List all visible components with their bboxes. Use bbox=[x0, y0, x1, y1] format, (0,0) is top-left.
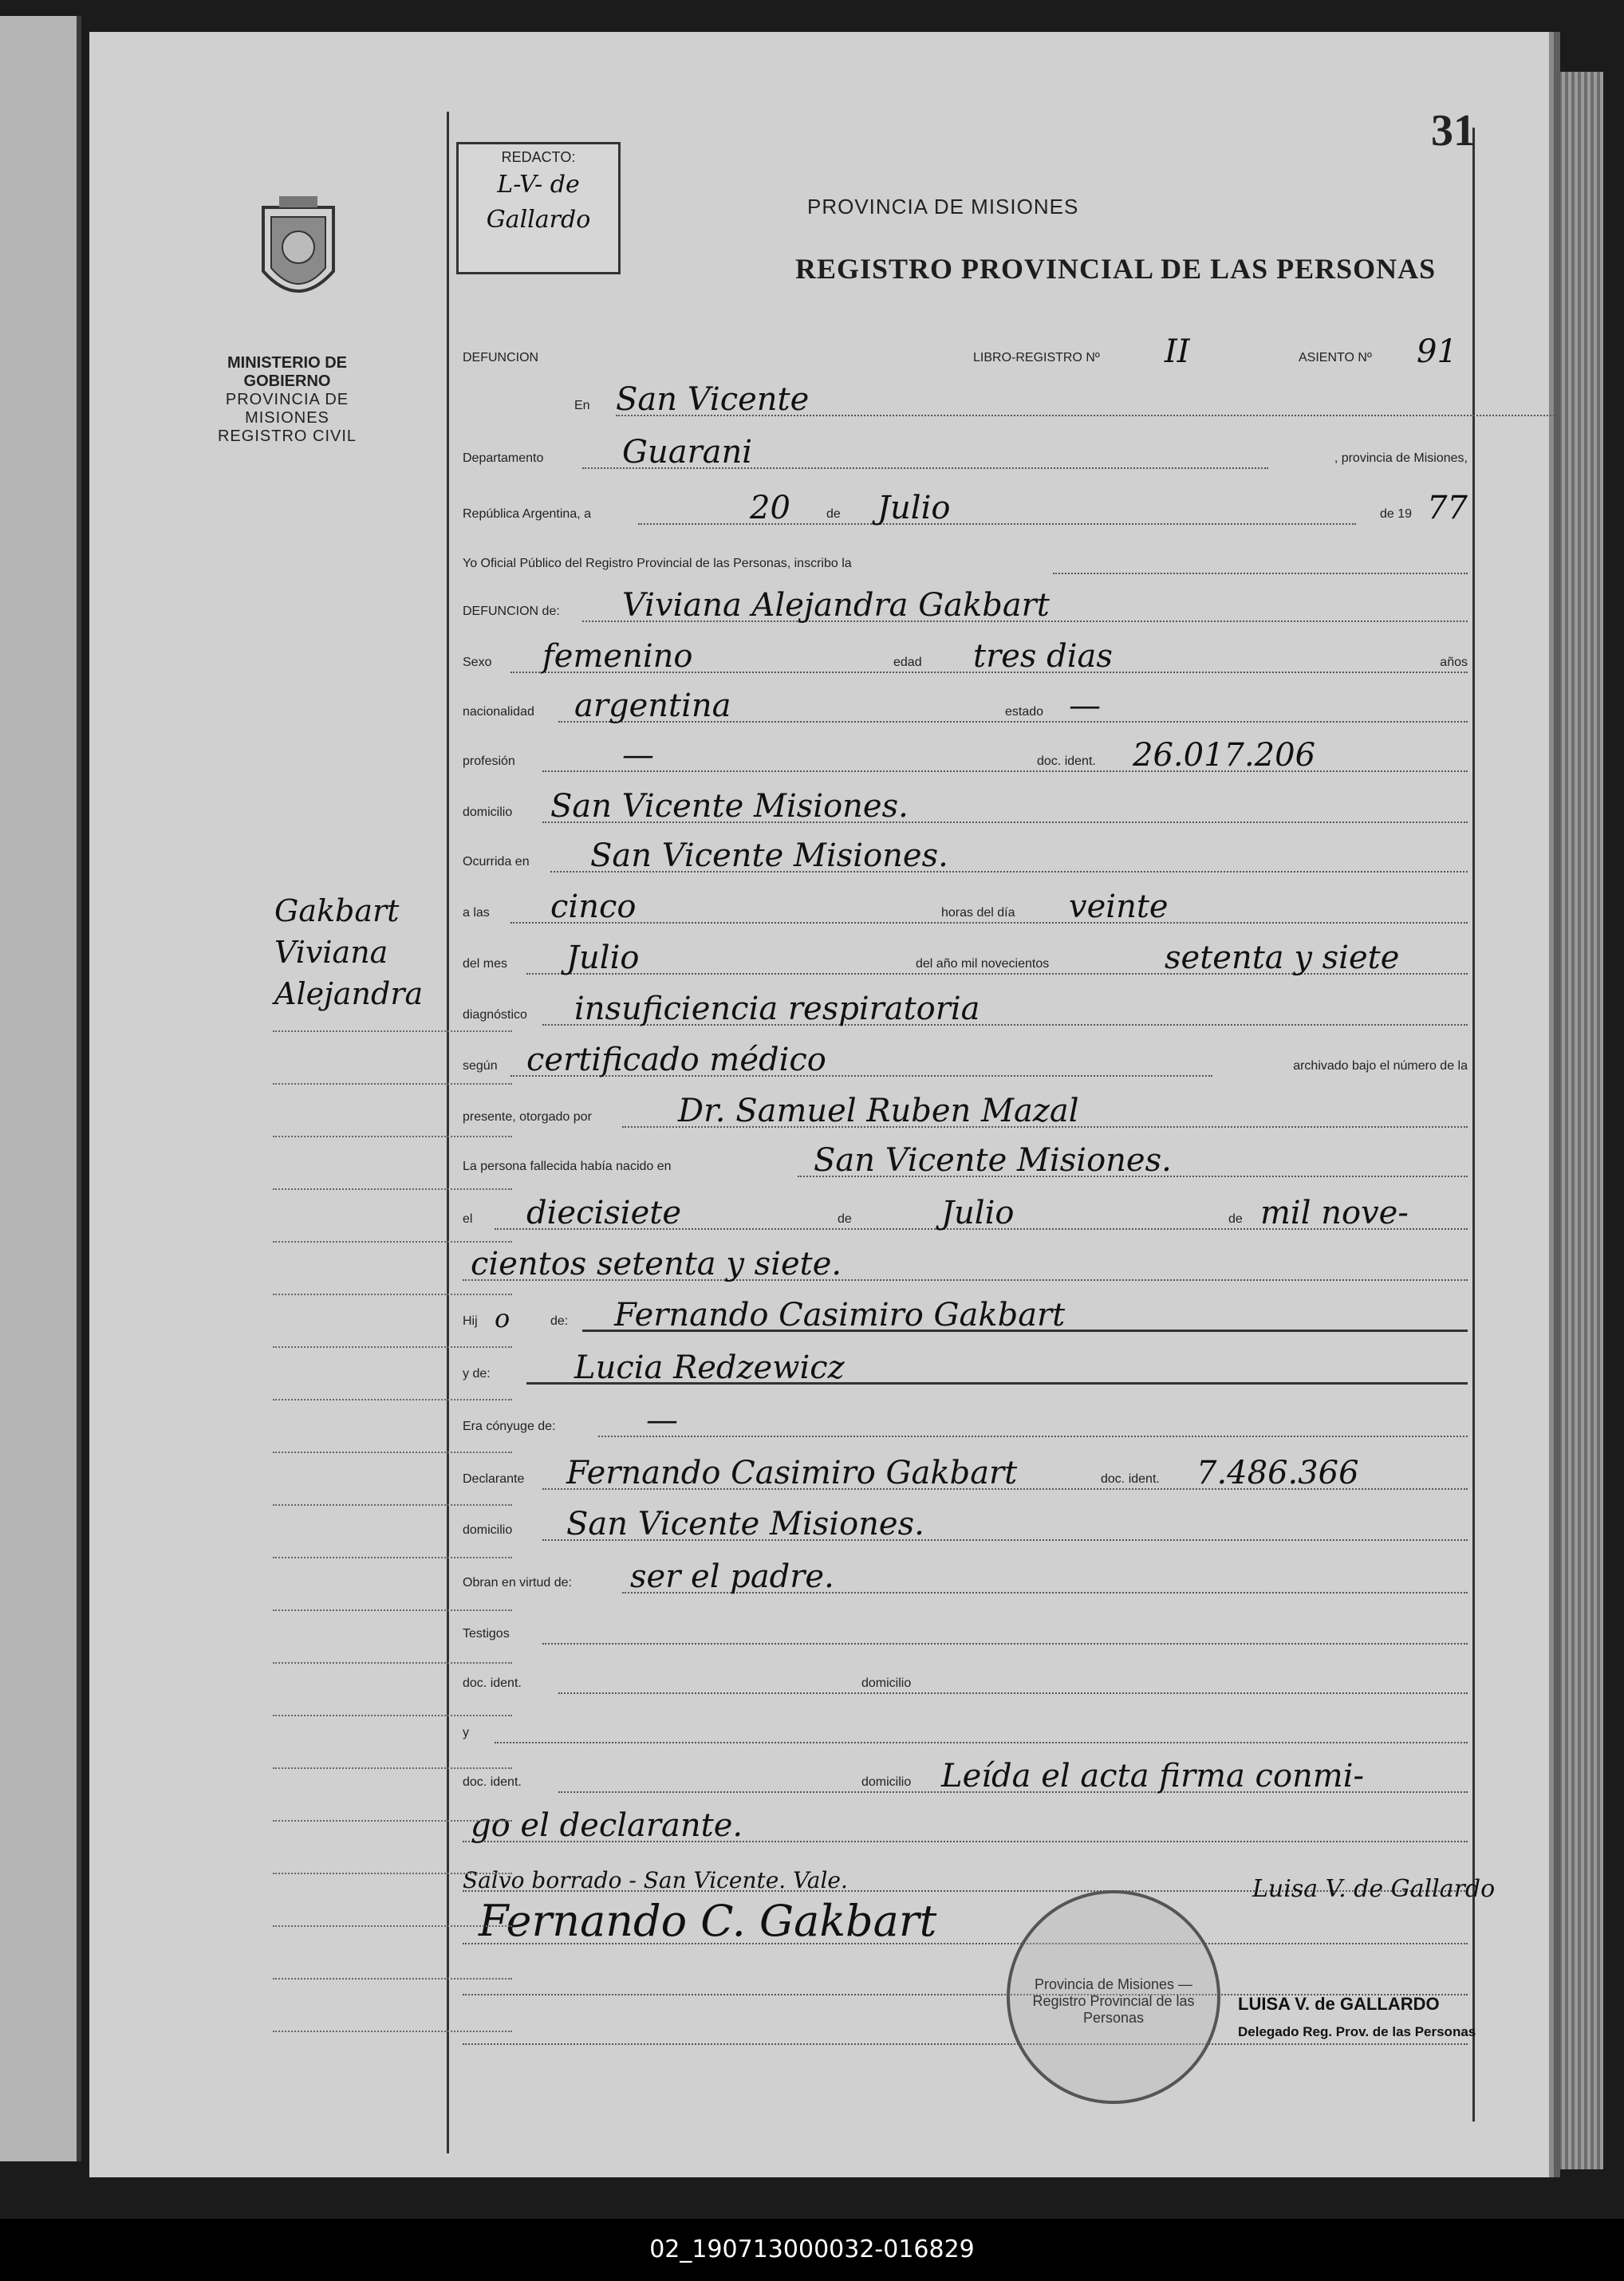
register-page bbox=[89, 32, 1549, 2177]
row-nacido: La persona fallecida había nacido en San Vicente Misiones. bbox=[463, 1136, 1468, 1184]
row-domicilio: domicilio San Vicente Misiones. bbox=[463, 782, 1468, 829]
row-madre: y de: Lucia Redzewicz bbox=[463, 1343, 1468, 1391]
margin-surname: Gakbart bbox=[274, 893, 400, 928]
margin-line bbox=[273, 1978, 512, 1980]
ministry-province: PROVINCIA DE MISIONES bbox=[225, 391, 349, 427]
departamento-value: Guarani bbox=[622, 434, 753, 471]
doc-ident-value: 26.017.206 bbox=[1133, 737, 1316, 774]
nac-year-value-1: mil nove- bbox=[1260, 1195, 1409, 1231]
margin-first-name: Viviana bbox=[274, 935, 388, 970]
right-rule bbox=[1472, 128, 1475, 2121]
horas-value: veinte bbox=[1069, 888, 1169, 925]
ministry-registry: REGISTRO CIVIL bbox=[217, 427, 357, 445]
libro-label: LIBRO-REGISTRO Nº bbox=[973, 351, 1100, 364]
row-declarante: Declarante Fernando Casimiro Gakbart doc. ident. 7.486.366 bbox=[463, 1448, 1468, 1496]
row-obran: Obran en virtud de: ser el padre. bbox=[463, 1552, 1468, 1600]
nacionalidad-value: argentina bbox=[574, 687, 731, 724]
row-decl-domicilio: domicilio San Vicente Misiones. bbox=[463, 1499, 1468, 1547]
sexo-value: femenino bbox=[542, 638, 693, 675]
registry-stamp bbox=[1007, 1890, 1220, 2104]
nac-month-value: Julio bbox=[941, 1195, 1015, 1231]
nac-day-value: diecisiete bbox=[526, 1195, 682, 1231]
row-oficial: Yo Oficial Público del Registro Provincial de las Personas, inscribo la bbox=[463, 533, 1468, 581]
margin-line bbox=[273, 1399, 512, 1401]
header-registry: REGISTRO PROVINCIAL DE LAS PERSONAS bbox=[795, 253, 1437, 285]
row-nacimiento-ano bbox=[463, 1239, 1468, 1287]
header-province: PROVINCIA DE MISIONES bbox=[807, 195, 1079, 219]
row-testigos: Testigos bbox=[463, 1603, 1468, 1651]
asiento-value: 91 bbox=[1417, 333, 1457, 370]
declarante-value: Fernando Casimiro Gakbart bbox=[566, 1455, 1018, 1491]
nac-year-value-2: cientos setenta y siete. bbox=[471, 1246, 842, 1282]
row-nacimiento-fecha: el diecisiete de Julio de mil nove- bbox=[463, 1188, 1468, 1236]
margin-line bbox=[273, 1452, 512, 1453]
ministry-seal-icon bbox=[255, 191, 341, 311]
domicilio-value: San Vicente Misiones. bbox=[550, 788, 909, 825]
del-ano-value: setenta y siete bbox=[1165, 940, 1400, 976]
row-diagnostico: diagnóstico insuficiencia respiratoria bbox=[463, 984, 1468, 1032]
margin-line bbox=[273, 1557, 512, 1558]
row-fecha: República Argentina, a 20 de Julio de 19 77 bbox=[463, 490, 1468, 526]
redacto-box bbox=[456, 142, 621, 274]
margin-rule bbox=[447, 112, 449, 2153]
stamp-text: Provincia de Misiones — Registro Provincial de las Personas bbox=[1032, 1976, 1195, 2026]
margin-line bbox=[273, 1662, 512, 1664]
margin-line bbox=[273, 1241, 512, 1243]
row-defuncion-de: DEFUNCION de: Viviana Alejandra Gakbart bbox=[463, 581, 1468, 628]
row-a-las: a las cinco horas del día veinte bbox=[463, 882, 1468, 930]
row-en: En San Vicente bbox=[552, 375, 1557, 423]
row-ocurrida: Ocurrida en San Vicente Misiones. bbox=[463, 831, 1468, 879]
margin-line bbox=[273, 1346, 512, 1348]
page-stack-edge bbox=[1555, 72, 1603, 2169]
page-number: 31 bbox=[1431, 106, 1476, 156]
margin-line bbox=[273, 1294, 512, 1295]
row-padre: Hij o de: Fernando Casimiro Gakbart bbox=[463, 1290, 1468, 1338]
redacto-handwriting-1: L-V- de bbox=[497, 171, 580, 199]
month-value: Julio bbox=[877, 490, 951, 526]
estado-value: — bbox=[1069, 687, 1101, 724]
defuncion-label: DEFUNCION bbox=[463, 351, 539, 364]
margin-line bbox=[273, 1767, 512, 1769]
asiento-label: ASIENTO Nº bbox=[1299, 351, 1372, 364]
margin-line bbox=[273, 2031, 512, 2032]
leida-value: Leída el acta firma conmi- bbox=[941, 1758, 1365, 1794]
row-conyuge: Era cónyuge de: — bbox=[463, 1396, 1468, 1444]
leida-value-2: go el declarante. bbox=[471, 1807, 743, 1844]
diagnostico-value: insuficiencia respiratoria bbox=[574, 991, 980, 1027]
redacto-handwriting-2: Gallardo bbox=[486, 206, 591, 234]
official-title: Delegado Reg. Prov. de las Personas bbox=[1238, 2024, 1476, 2039]
row-y: y bbox=[463, 1702, 1468, 1750]
row-segun: según certificado médico archivado bajo el número de la bbox=[463, 1042, 1468, 1078]
margin-line bbox=[273, 1609, 512, 1611]
declarante-doc-value: 7.486.366 bbox=[1196, 1455, 1359, 1491]
redacto-label: REDACTO: bbox=[501, 149, 576, 165]
row-leida-cont bbox=[463, 1801, 1468, 1849]
obran-value: ser el padre. bbox=[630, 1558, 834, 1595]
day-value: 20 bbox=[750, 490, 790, 526]
row-departamento: Departamento Guarani , provincia de Misiones, bbox=[463, 434, 1468, 471]
edad-value: tres dias bbox=[973, 638, 1113, 675]
official-name: LUISA V. de GALLARDO bbox=[1238, 1994, 1440, 2014]
libro-value: II bbox=[1165, 333, 1190, 370]
official-signature: Luisa V. de Gallardo bbox=[1252, 1875, 1496, 1903]
deceased-name: Viviana Alejandra Gakbart bbox=[622, 587, 1050, 624]
ministry-name: MINISTERIO DE GOBIERNO bbox=[227, 354, 347, 390]
margin-middle-name: Alejandra bbox=[274, 976, 424, 1011]
margin-line bbox=[273, 1504, 512, 1506]
image-caption: 02_190713000032-016829 bbox=[0, 2219, 1624, 2281]
margin-line bbox=[273, 1030, 512, 1032]
previous-page-edge bbox=[0, 16, 81, 2161]
margin-line bbox=[273, 1820, 512, 1822]
row-presente: presente, otorgado por Dr. Samuel Ruben Mazal bbox=[463, 1086, 1468, 1134]
declarant-signature: Fernando C. Gakbart bbox=[479, 1896, 937, 1946]
margin-line bbox=[273, 1873, 512, 1874]
salvedad-value: Salvo borrado - San Vicente. Vale. bbox=[463, 1867, 848, 1893]
segun-value: certificado médico bbox=[526, 1042, 826, 1078]
en-value: San Vicente bbox=[616, 381, 810, 418]
margin-line bbox=[273, 1715, 512, 1716]
row-del-mes: del mes Julio del año mil novecientos setenta y siete bbox=[463, 933, 1468, 981]
profesion-value: — bbox=[622, 737, 654, 774]
margin-line bbox=[273, 1136, 512, 1137]
row-profesion: profesión — doc. ident. 26.017.206 bbox=[463, 731, 1468, 778]
row-defuncion bbox=[463, 327, 1468, 375]
year-value: 77 bbox=[1427, 490, 1468, 526]
a-las-value: cinco bbox=[550, 888, 637, 925]
row-testigo-1: doc. ident. domicilio bbox=[463, 1653, 1468, 1700]
nacido-value: San Vicente Misiones. bbox=[814, 1142, 1172, 1179]
row-sexo: Sexo femenino edad tres dias años bbox=[463, 638, 1468, 675]
margin-line bbox=[273, 1925, 512, 1927]
ocurrida-value: San Vicente Misiones. bbox=[590, 837, 948, 874]
row-testigo-2: doc. ident. domicilio Leída el acta firma conmi- bbox=[463, 1751, 1468, 1799]
presente-value: Dr. Samuel Ruben Mazal bbox=[678, 1093, 1079, 1129]
del-mes-value: Julio bbox=[566, 940, 640, 976]
madre-value: Lucia Redzewicz bbox=[574, 1349, 845, 1386]
conyuge-value: — bbox=[646, 1402, 678, 1439]
margin-line bbox=[273, 1188, 512, 1190]
decl-domicilio-value: San Vicente Misiones. bbox=[566, 1506, 924, 1542]
row-nacionalidad: nacionalidad argentina estado — bbox=[463, 681, 1468, 729]
margin-line bbox=[273, 1083, 512, 1085]
padre-value: Fernando Casimiro Gakbart bbox=[614, 1297, 1066, 1334]
